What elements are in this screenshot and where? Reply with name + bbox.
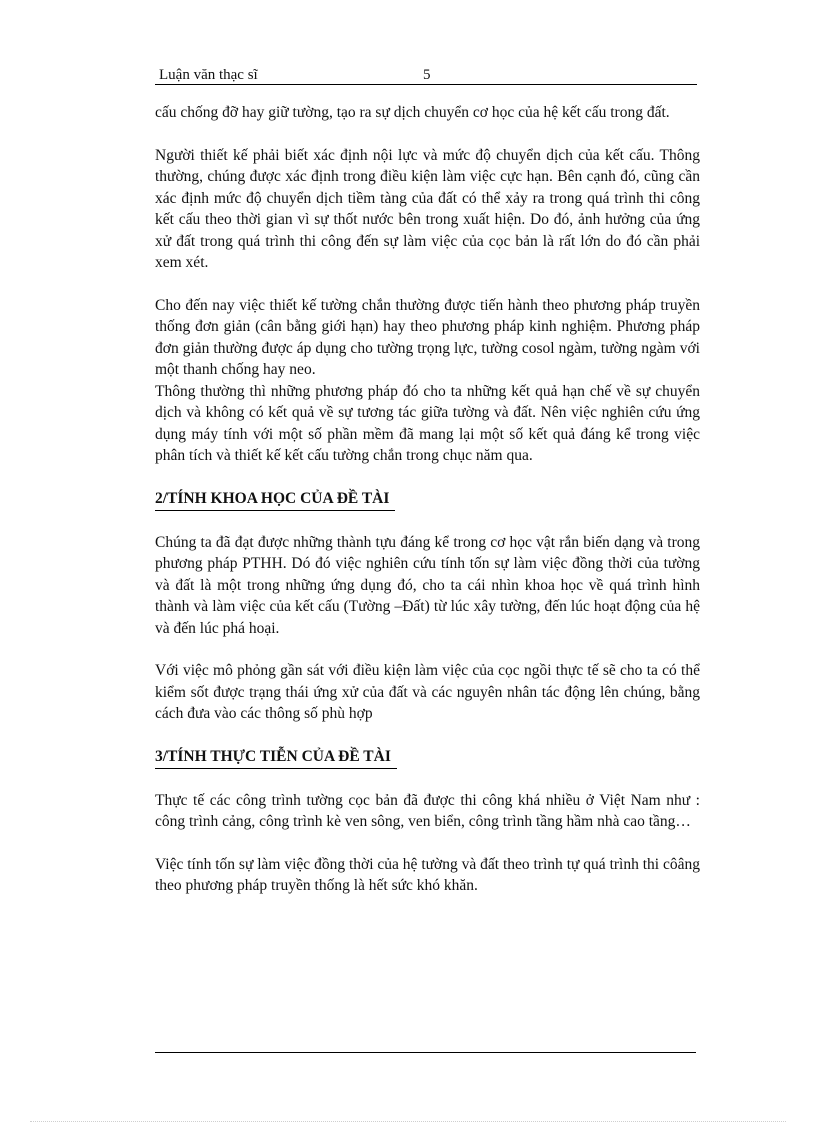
page-edge-divider xyxy=(30,1121,786,1122)
header-title: Luận văn thạc sĩ xyxy=(159,67,258,83)
page-header xyxy=(155,66,697,85)
paragraph: Thông thường thì những phương pháp đó cho ta những kết quả hạn chế về sự chuyển dịch và không có kết quả về sự tương tác giữa tường và đất. Nên việc nghiên cứu ứng dụng máy tính với một số phần mềm đã mang lại một số kết quả đáng kể trong việc phân tích và thiết kế kết cấu tường chắn trong chục năm qua. xyxy=(155,382,700,464)
section-heading-2: 2/TÍNH KHOA HỌC CỦA ĐỀ TÀI xyxy=(155,488,395,511)
paragraph: cấu chống đỡ hay giữ tường, tạo ra sự dịch chuyển cơ học của hệ kết cấu trong đất. xyxy=(155,104,670,121)
paragraph: Chúng ta đã đạt được những thành tựu đáng kể trong cơ học vật rắn biến dạng và trong phương pháp PTHH. Dó đó việc nghiên cứu tính tốn sự làm việc đồng thời của tường và đất là một trong những ứng dụng đó, cho ta cái nhìn khoa học về quá trình hình thành và làm việc của kết cấu (Tường –Đất) từ lúc xây tường, đến lúc hoạt động của hệ và đến lúc phá hoại. xyxy=(155,533,700,637)
paragraph: Người thiết kế phải biết xác định nội lực và mức độ chuyển dịch của kết cấu. Thông thường, chúng được xác định trong điều kiện làm việc cực hạn. Bên cạnh đó, cũng cần xác định mức độ chuyển dịch tiềm tàng của đất có thể xảy ra trong quá trình thi công kết cấu theo thời gian vì sự thốt nước bên trong xuất hiện. Do đó, ảnh hưởng của ứng xử đất trong quá trình thi công đến sự làm việc của cọc bản là rất lớn do đó cần phải xem xét. xyxy=(155,146,700,271)
paragraph: Cho đến nay việc thiết kế tường chắn thường được tiến hành theo phương pháp truyền thống đơn giản (cân bằng giới hạn) hay theo phương pháp kinh nghiệm. Phương pháp đơn giản thường được áp dụng cho tường trọng lực, tường cosol ngàm, tường ngàm với một thanh chống hay neo. xyxy=(155,296,700,378)
section-heading-3: 3/TÍNH THỰC TIỄN CỦA ĐỀ TÀI xyxy=(155,746,397,769)
paragraph: Với việc mô phỏng gần sát với điều kiện làm việc của cọc ngồi thực tế sẽ cho ta có thể kiểm sốt được trạng thái ứng xử của đất và các nguyên nhân tác động lên chúng, bằng cách đưa vào các thông số phù hợp xyxy=(155,662,700,722)
paragraph: Thực tế các công trình tường cọc bản đã được thi công khá nhiều ở Việt Nam như : công trình cảng, công trình kè ven sông, ven biển, công trình tầng hầm nhà cao tầng… xyxy=(155,791,700,830)
footer-rule xyxy=(155,1052,696,1053)
page-number: 5 xyxy=(423,67,431,83)
paragraph: Việc tính tốn sự làm việc đồng thời của hệ tường và đất theo trình tự quá trình thi côâng theo phương pháp truyền thống là hết sức khó khăn. xyxy=(155,855,700,894)
document-body xyxy=(155,102,700,918)
